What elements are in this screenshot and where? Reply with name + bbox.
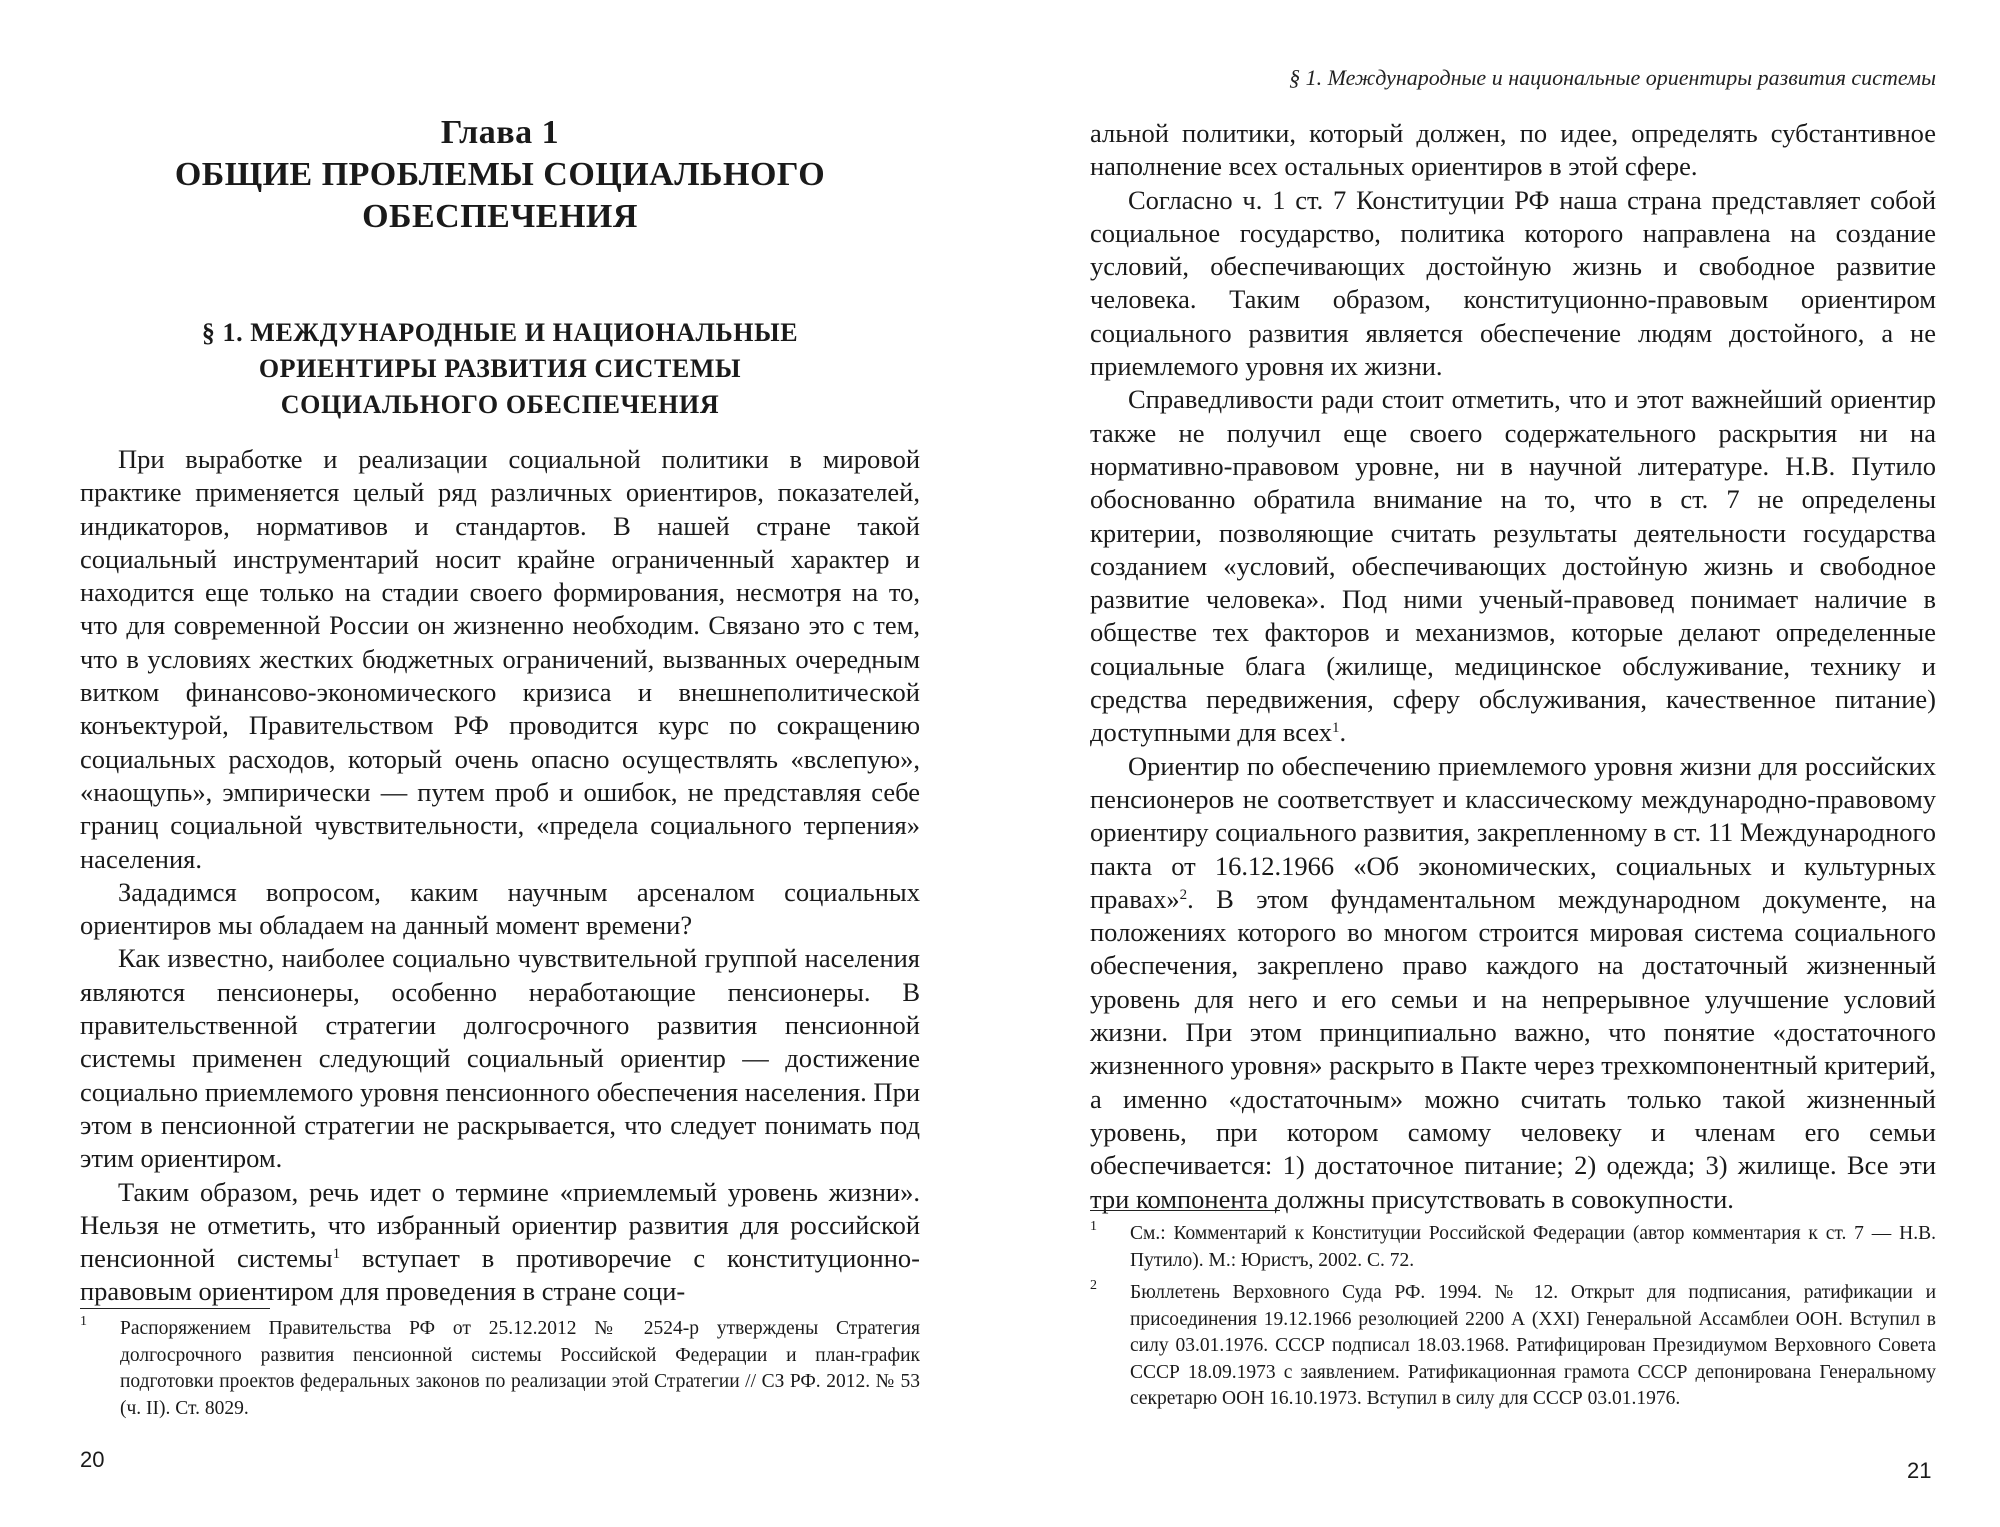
footnote-text: Бюллетень Верховного Суда РФ. 1994. № 12. Открыт для подписания, ратификации и присоединения 19.12.1966 резолюцией 2200 А (XXI) Генеральной Ассамблеи ООН. Вступил в силу 03.01.1976. СССР подписал 18.03.1968. Ратифицирован Президиумом Верховного Совета СССР 18.09.1973 с заявлением. Ратификационная грамота СССР депонирована Генеральному секретарю ООН 16.10.1973. Вступил в силу для СССР 03.01.1976. [1130,1282,1936,1409]
paragraph-text: Ориентир по обеспечению приемлемого уровня жизни для российских пенсионеров не соответствует и классическому международно-правовому ориентиру социального развития, закрепленному в ст. 11 Международного пакта от 16.12.1966 «Об экономических, социальных и культурных правах» [1090,750,1936,914]
paragraph-text: . В этом фундаментальном международном документе, на положениях которого во многом строится мировая система социального обеспечения, закреплено право каждого на достаточный жизненный уровень для него и его семьи и на непрерывное улучшение условий жизни. При этом принципиально важно, что понятие «достаточного жизненного уровня» раскрыто в Пакте через трехкомпонентный критерий, а именно «достаточным» можно считать только такой жизненный уровень, при котором самому человеку и членам его семьи обеспечивается: 1) достаточное питание; 2) одежда; 3) жилище. Все эти три компонента должны присутствовать в совокупности. [1090,883,1936,1214]
right-body-text [1090,117,1936,1216]
footnote [80,1316,920,1422]
paragraph-text: . [1339,717,1347,748]
right-page [1000,0,2000,1527]
page-number: 20 [80,1447,105,1472]
footnote-ref[interactable]: 2 [1179,886,1188,903]
footnote-text: См.: Комментарий к Конституции Российской Федерации (автор комментария к ст. 7 — Н.В. Путило). М.: Юристъ, 2002. С. 72. [1130,1223,1936,1271]
paragraph [80,1176,920,1309]
paragraph-text: Справедливости ради стоит отметить, что и этот важнейший ориентир также не получил еще своего содержательного раскрытия ни на нормативно-правовом уровне, ни в научной литературе. Н.В. Путило обоснованно обратила внимание на то, что в ст. 7 не определены критерии, позволяющие считать результаты деятельности государства созданием «условий, обеспечивающих достойную жизнь и свободное развитие человека». Под ними ученый-правовед понимает наличие в обществе тех факторов и механизмов, которые делают определенные социальные блага (жилище, медицинское обслуживание, технику и средства передвижения, сферу обслуживания, качественное питание) доступными для всех [1090,384,1936,748]
section-title-line: § 1. МЕЖДУНАРОДНЫЕ И НАЦИОНАЛЬНЫЕ [201,318,799,347]
footnote-number: 1 [1090,1219,1097,1234]
left-footnotes [80,1316,920,1428]
footnote-ref[interactable]: 1 [332,1246,341,1263]
footnote-number: 2 [1090,1278,1097,1293]
chapter-title-line: ОБЩИЕ ПРОБЛЕМЫ СОЦИАЛЬНОГО [174,156,826,193]
paragraph: При выработке и реализации социальной политики в мировой практике применяется целый ряд различных ориентиров, показателей, индикаторов, нормативов и стандартов. В нашей стране такой социальный инструментарий носит крайне ограниченный характер и находится еще только на стадии своего формирования, несмотря на то, что для современной России он жизненно необходим. Связано это с тем, что в условиях жестких бюджетных ограничений, вызванных очередным витком финансово-экономического кризиса и внешнеполитической конъектурой, Правительством РФ проводится курс по сокращению социальных расходов, который очень опасно осуществлять «вслепую», «наощупь», эмпирически — путем проб и ошибок, не представляя себе границ социальной чувствительности, «предела социального терпения» населения. [80,444,920,874]
footnote-ref[interactable]: 1 [1332,720,1340,737]
footnote-number: 1 [80,1314,87,1329]
section-title-line: ОРИЕНТИРЫ РАЗВИТИЯ СИСТЕМЫ [258,354,742,383]
paragraph: Зададимся вопросом, каким научным арсеналом социальных ориентиров мы обладаем на данный момент времени? [80,876,920,941]
paragraph-text: Таким образом, речь идет о термине «приемлемый уровень жизни». Нельзя не отметить, что избранный ориентир развития для российской пенсионной системы [80,1176,920,1274]
section-heading [80,315,920,423]
left-body-text [80,443,920,1309]
running-head: § 1. Международные и национальные ориентиры развития системы [1289,65,1936,90]
footnote-divider [1090,1210,1280,1211]
chapter-heading [80,112,920,238]
footnote-text: Распоряжением Правительства РФ от 25.12.2012 № 2524-р утверждены Стратегия долгосрочного развития пенсионной системы Российской Федерации и план-график подготовки проектов федеральных законов по реализации этой Стратегии // СЗ РФ. 2012. № 53 (ч. II). Ст. 8029. [120,1318,920,1419]
chapter-title-line: ОБЕСПЕЧЕНИЯ [362,198,638,235]
right-footnotes [1090,1221,1936,1419]
section-title-line: СОЦИАЛЬНОГО ОБЕСПЕЧЕНИЯ [280,390,720,419]
chapter-label: Глава 1 [440,114,560,151]
footnote-divider [80,1308,270,1309]
paragraph [1090,383,1936,749]
page-number: 21 [1907,1458,1932,1483]
paragraph: Как известно, наиболее социально чувствительной группой населения являются пенсионеры, особенно неработающие пенсионеры. В правительственной стратегии долгосрочного развития пенсионной системы применен следующий социальный ориентир — достижение социально приемлемого уровня пенсионного обеспечения населения. При этом в пенсионной стратегии не раскрывается, что следует понимать под этим ориентиром. [80,943,920,1174]
paragraph [1090,750,1936,1216]
footnote [1090,1280,1936,1413]
footnote [1090,1221,1936,1274]
paragraph: Согласно ч. 1 ст. 7 Конституции РФ наша страна представляет собой социальное государство, политика которого направлена на создание условий, обеспечивающих достойную жизнь и свободное развитие человека. Таким образом, конституционно-правовым ориентиром социального развития является обеспечение людям достойного, а не приемлемого уровня их жизни. [1090,184,1936,382]
paragraph-continuation: альной политики, который должен, по идее, определять субстантивное наполнение всех остальных ориентиров в этой сфере. [1090,118,1936,182]
paragraph-text: вступает в противоречие с конституционно-правовым ориентиром для проведения в стране соци- [80,1243,920,1307]
